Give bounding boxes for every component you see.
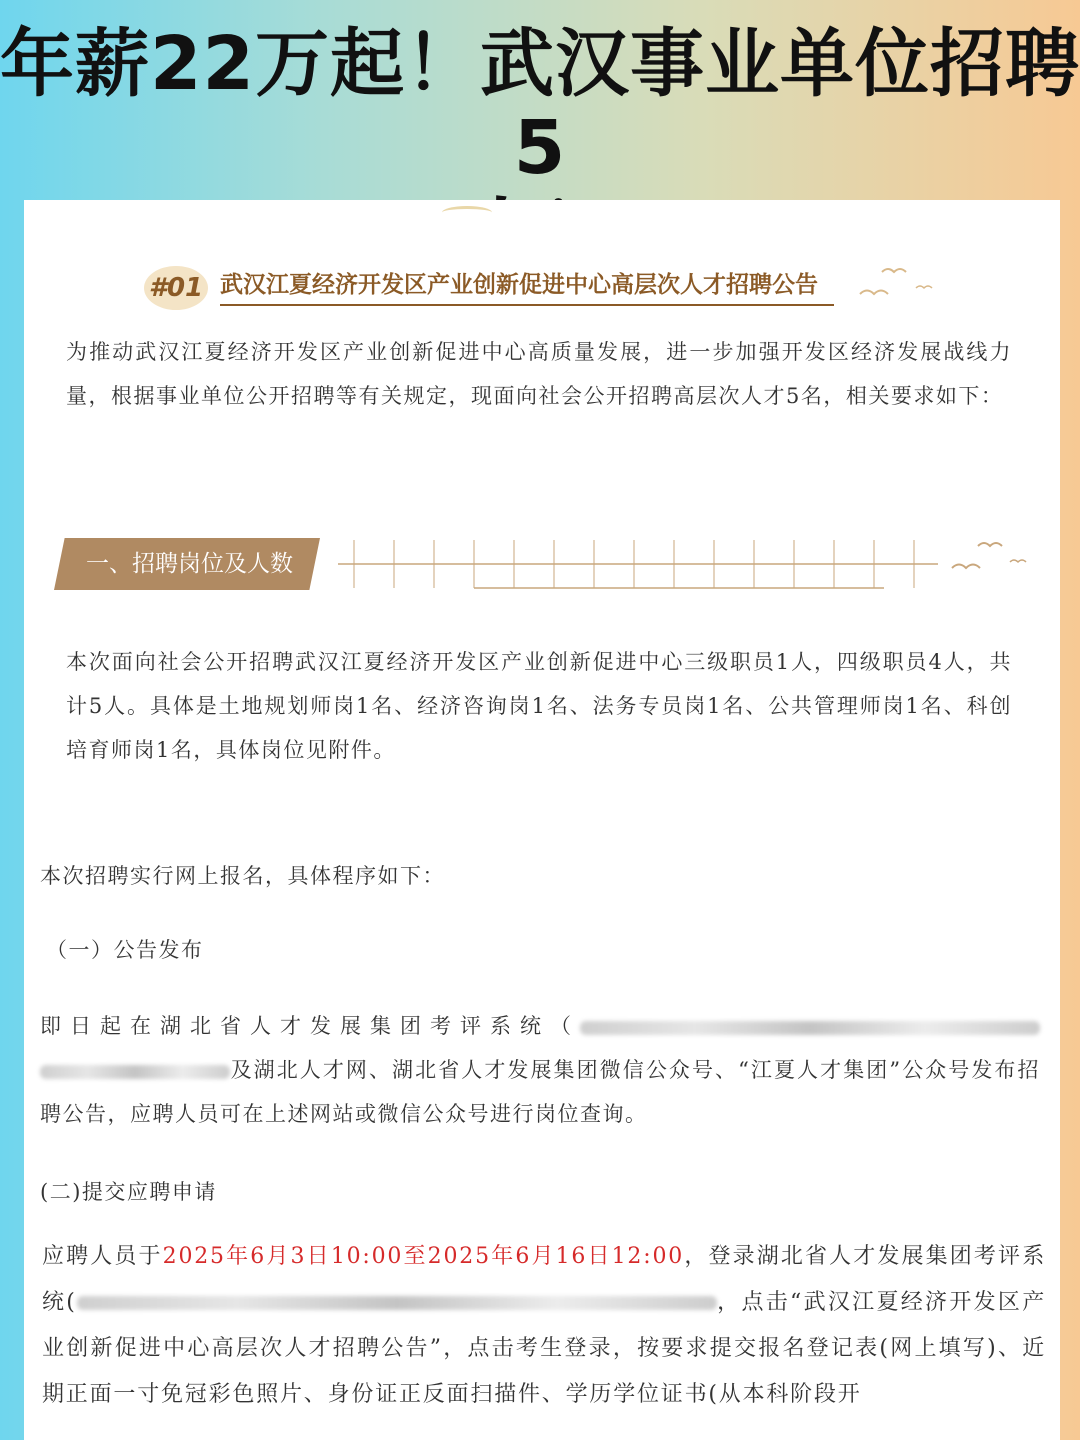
step-2-body [42, 1234, 1046, 1418]
step-1-text-b: 及湖北人才网、湖北省人才发展集团微信公众号、“江夏人才集团”公众号发布招聘公告，应聘人员可在上述网站或微信公众号进行岗位查询。 [40, 1058, 1040, 1126]
section-1-body: 本次面向社会公开招聘武汉江夏经济开发区产业创新促进中心三级职员1人，四级职员4人，共计5人。具体是土地规划师岗1名、经济咨询岗1名、法务专员岗1名、公共管理师岗1名、科创培育师岗1名，具体岗位见附件。 [66, 650, 1012, 762]
ruler-decoration [338, 538, 938, 594]
procedure-intro: 本次招聘实行网上报名，具体程序如下： [40, 864, 445, 888]
step-1-text-a: 即日起在湖北省人才发展集团考评系统（ [40, 1014, 580, 1038]
section-heading: 一、招聘岗位及人数 [86, 551, 293, 577]
section-header-1 [54, 538, 1020, 594]
intro-paragraph: 为推动武汉江夏经济开发区产业创新促进中心高质量发展，进一步加强开发区经济发展战线力量，根据事业单位公开招聘等有关规定，现面向社会公开招聘高层次人才5名，相关要求如下： [66, 340, 1012, 408]
redacted-url [580, 1021, 1040, 1035]
notice-title-row [144, 264, 944, 314]
headline-line-1: 年薪22万起！武汉事业单位招聘5 [0, 21, 1080, 191]
redacted-url [77, 1296, 717, 1310]
step-1-heading: （一）公告发布 [46, 938, 204, 962]
decorative-arc [442, 206, 492, 219]
birds-icon [854, 260, 934, 310]
notice-card [24, 200, 1060, 1440]
step-2-text-a: 应聘人员于 [42, 1244, 163, 1269]
redacted-url [40, 1065, 230, 1079]
step-2-text-c: ，点击“武汉江夏经济开发区产业创新促进中心高层次人才招聘公告”，点击考生登录，按要求提交报名登记表(网上填写)、近期正面一寸免冠彩色照片、身份证正反面扫描件、学历学位证书(从本科阶段开 [42, 1290, 1047, 1407]
notice-title: 武汉江夏经济开发区产业创新促进中心高层次人才招聘公告 [220, 272, 818, 298]
application-date-range: 2025年6月3日10:00至2025年6月16日12:00 [162, 1244, 685, 1269]
birds-icon [948, 536, 1028, 586]
step-2-text-b: ，登录湖北省人才发展集团考评系统( [42, 1244, 1046, 1315]
title-underline [220, 304, 834, 306]
step-2-heading: (二)提交应聘申请 [40, 1180, 217, 1204]
notice-number-badge: #01 [144, 266, 208, 310]
step-1-body [40, 1004, 1040, 1136]
